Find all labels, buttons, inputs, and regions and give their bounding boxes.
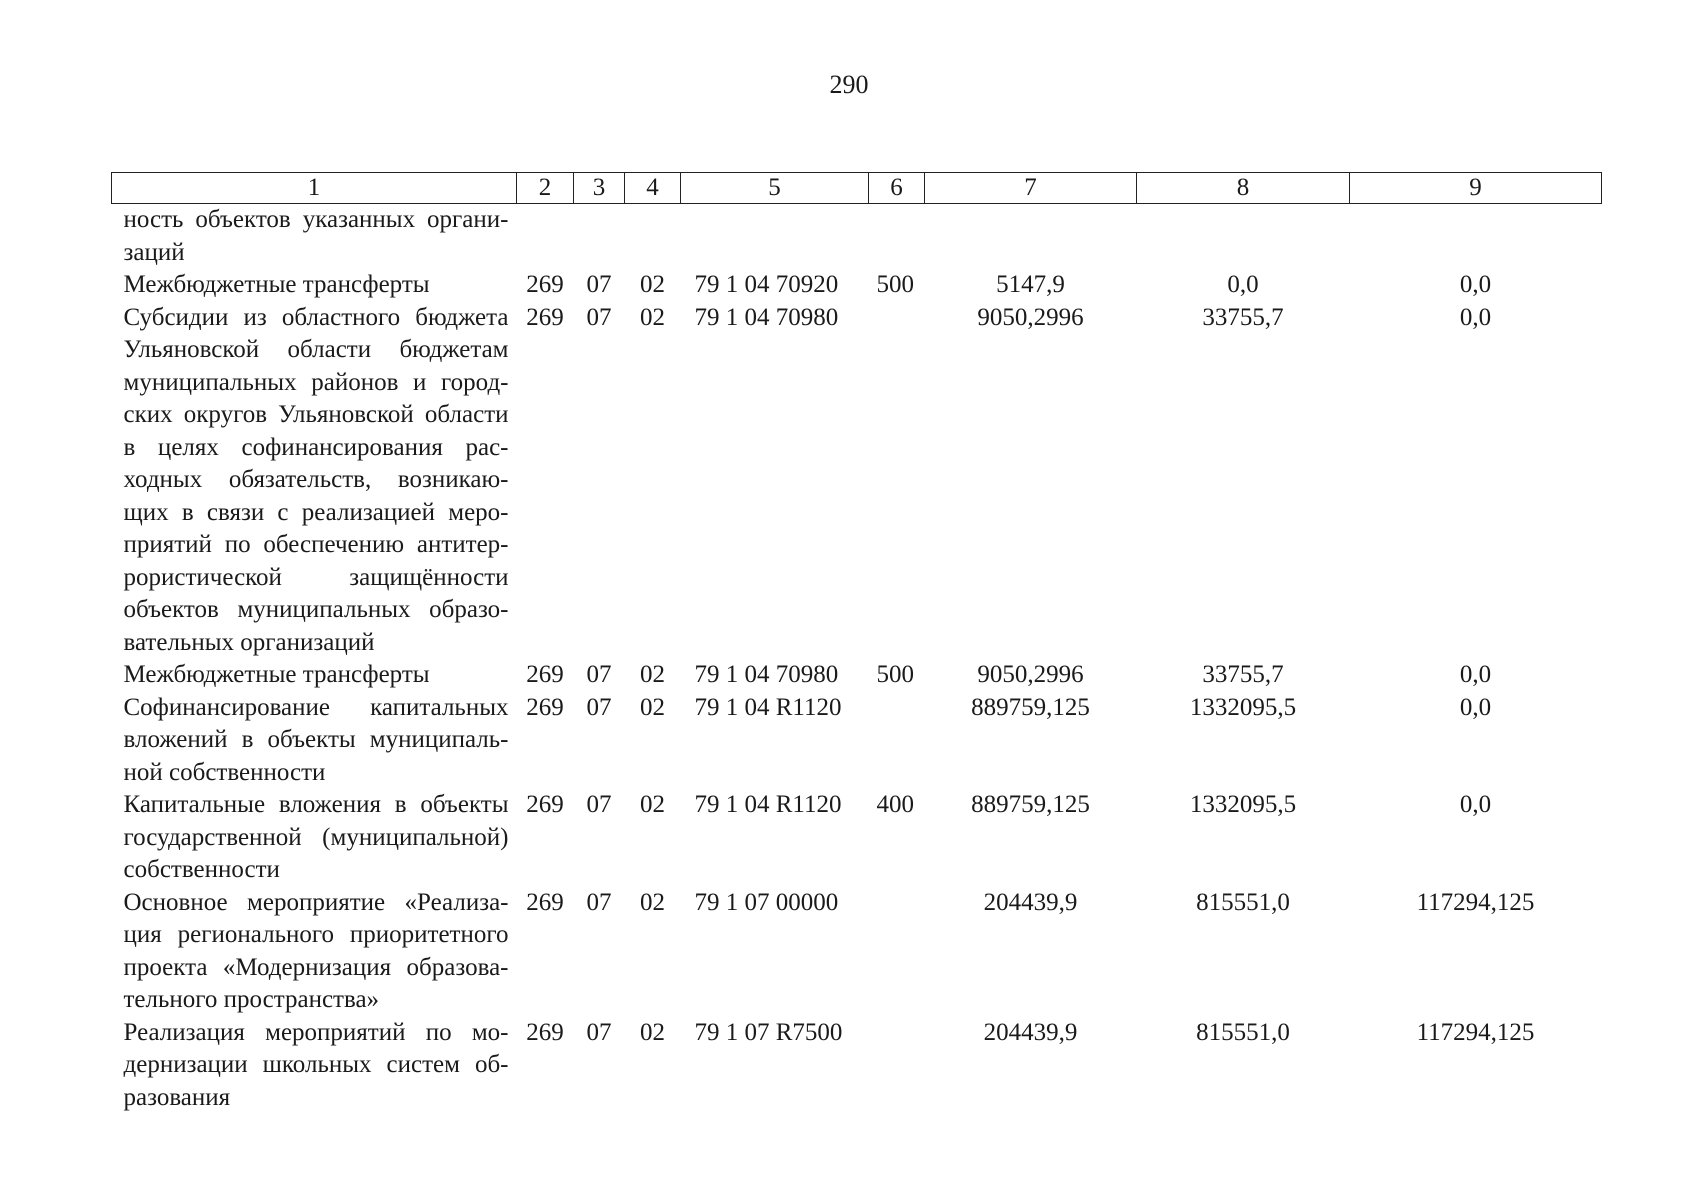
cell-col7: 204439,9 — [983, 1018, 1078, 1046]
cell-col2: 269 — [526, 1018, 564, 1046]
column-header: 5 — [681, 173, 869, 204]
column-header: 9 — [1350, 173, 1602, 204]
cell-col8: 1332095,5 — [1189, 791, 1297, 818]
row-name: Капитальные вложения в объекты государственной (муниципальной) собственности — [123, 791, 509, 883]
cell-col7: 5147,9 — [996, 271, 1065, 298]
cell-col4 — [625, 204, 681, 270]
cell-col3 — [574, 204, 625, 270]
cell-col4: 02 — [640, 661, 665, 688]
table-row — [112, 659, 1602, 692]
cell-col9: 117294,125 — [1416, 1018, 1535, 1046]
cell-col9: 0,0 — [1459, 303, 1492, 331]
cell-col8: 815551,0 — [1196, 1018, 1290, 1046]
column-header: 1 — [112, 173, 517, 204]
table-row — [112, 887, 1602, 1017]
cell-col2: 269 — [526, 303, 564, 331]
cell-col2: 269 — [526, 693, 564, 721]
table-row — [112, 789, 1602, 887]
column-header: 3 — [574, 173, 625, 204]
page-number: 290 — [829, 70, 869, 99]
cell-col5: 79 1 04 70980 — [694, 303, 839, 331]
cell-col7: 9050,2996 — [977, 661, 1084, 688]
cell-col3: 07 — [586, 693, 612, 721]
row-name: ность объектов указанных органи-заций — [123, 206, 509, 266]
cell-col9: 117294,125 — [1416, 888, 1535, 916]
cell-col2: 269 — [526, 661, 564, 688]
cell-col6: 400 — [876, 791, 914, 818]
cell-col6 — [869, 302, 925, 660]
cell-col5: 79 1 04 R1120 — [694, 693, 842, 721]
cell-col9 — [1350, 204, 1602, 270]
budget-table — [111, 172, 1602, 1114]
cell-col7: 889759,125 — [971, 791, 1090, 818]
cell-col6: 500 — [876, 661, 914, 688]
cell-col8: 33755,7 — [1202, 303, 1284, 331]
cell-col2: 269 — [526, 271, 564, 298]
column-header: 2 — [517, 173, 574, 204]
cell-col6 — [869, 692, 925, 790]
cell-col8: 33755,7 — [1202, 661, 1284, 688]
row-name: Межбюджетные трансферты — [123, 661, 430, 688]
cell-col6 — [869, 887, 925, 1017]
cell-col3: 07 — [586, 661, 612, 688]
cell-col7: 9050,2996 — [977, 303, 1084, 331]
column-header: 4 — [625, 173, 681, 204]
column-header: 6 — [869, 173, 925, 204]
table-header-row — [112, 173, 1602, 204]
table-row — [112, 269, 1602, 302]
cell-col5: 79 1 04 R1120 — [694, 791, 842, 818]
cell-col4: 02 — [640, 693, 665, 721]
cell-col8 — [1137, 204, 1350, 270]
cell-col5: 79 1 07 00000 — [694, 888, 839, 916]
cell-col3: 07 — [586, 303, 612, 331]
row-name: Субсидии из областного бюджета Ульяновской области бюджетам муниципальных районов и город-ских округов Ульяновской области в целях софинансирования рас-ходных обязательств, возникаю-щих в связи с реализацией меро-приятий по обеспечению антитер-рористической защищённости объектов муниципальных образо-вательных организаций — [123, 303, 509, 656]
cell-col7: 889759,125 — [971, 693, 1090, 721]
cell-col7: 204439,9 — [983, 888, 1078, 916]
cell-col4: 02 — [640, 791, 665, 818]
cell-col6 — [869, 204, 925, 270]
cell-col8: 815551,0 — [1196, 888, 1290, 916]
cell-col5: 79 1 04 70980 — [694, 661, 839, 688]
cell-col3: 07 — [586, 791, 612, 818]
cell-col5: 79 1 04 70920 — [694, 271, 839, 298]
cell-col3: 07 — [586, 1018, 612, 1046]
row-name: Софинансирование капитальных вложений в объекты муниципаль-ной собственности — [123, 693, 509, 786]
cell-col2: 269 — [526, 791, 564, 818]
row-name: Межбюджетные трансферты — [123, 271, 430, 298]
column-header: 8 — [1137, 173, 1350, 204]
cell-col3: 07 — [586, 271, 612, 298]
cell-col4: 02 — [640, 1018, 665, 1046]
cell-col5: 79 1 07 R7500 — [694, 1018, 843, 1046]
cell-col8: 1332095,5 — [1189, 693, 1297, 721]
cell-col4: 02 — [640, 271, 665, 298]
cell-col9: 0,0 — [1459, 693, 1492, 721]
row-name: Реализация мероприятий по мо-дернизации школьных систем об-разования — [123, 1018, 509, 1111]
column-header: 7 — [925, 173, 1137, 204]
cell-col2: 269 — [526, 888, 564, 916]
table-row — [112, 1017, 1602, 1115]
cell-col9: 0,0 — [1459, 661, 1492, 688]
cell-col9: 0,0 — [1459, 271, 1492, 298]
table-row — [112, 692, 1602, 790]
table-row — [112, 302, 1602, 660]
cell-col2 — [517, 204, 574, 270]
cell-col7 — [925, 204, 1137, 270]
cell-col5 — [681, 204, 869, 270]
cell-col3: 07 — [586, 888, 612, 916]
cell-col4: 02 — [640, 888, 665, 916]
cell-col9: 0,0 — [1459, 791, 1492, 818]
cell-col4: 02 — [640, 303, 665, 331]
row-name: Основное мероприятие «Реализа-ция регионального приоритетного проекта «Модернизация образова-тельного пространства» — [123, 888, 509, 1013]
cell-col6: 500 — [876, 271, 914, 298]
cell-col6 — [869, 1017, 925, 1115]
budget-table-container — [111, 172, 1601, 1114]
table-row — [112, 204, 1602, 270]
cell-col8: 0,0 — [1227, 271, 1259, 298]
